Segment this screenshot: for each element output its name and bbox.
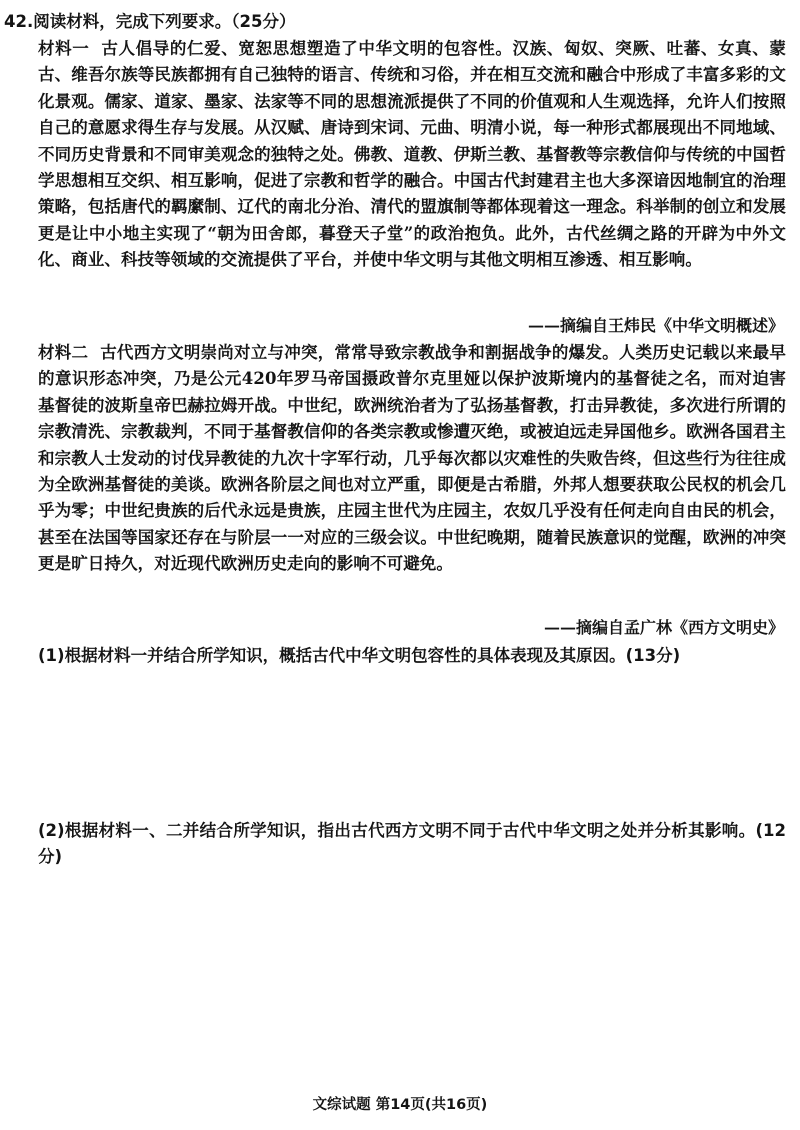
material-two-source: ——摘编自孟广林《西方文明史》 — [543, 618, 784, 637]
question-header — [4, 10, 794, 34]
material-one-text: 古人倡导的仁爱、宽恕思想塑造了中华文明的包容性。汉族、匈奴、突厥、吐蕃、女真、蒙古、维吾尔族等民族都拥有自己独特的语言、传统和习俗，并在相互交流和融合中形成了丰富多彩的文化景观。儒家、道家、墨家、法家等不同的思想流派提供了不同的价值观和人生观选择，允许人们按照自己的意愿求得生存与发展。从汉赋、唐诗到宋词、元曲、明清小说，每一种形式都展现出不同地域、不同历史背景和不同审美观念的独特之处。佛教、道教、伊斯兰教、基督教等宗教信仰与传统的中国哲学思想相互交织、相互影响，促进了宗教和哲学的融合。中国古代封建君主也大多深谙因地制宜的治理策略，包括唐代的羁縻制、辽代的南北分治、清代的盟旗制等都体现着这一理念。科举制的创立和发展更是让中小地主实现了“朝为田舍郎，暮登天子堂”的政治抱负。此外，古代丝绸之路的开辟为中外文化、商业、科技等领域的交流提供了平台，并使中华文明与其他文明相互渗透、相互影响。 — [38, 39, 786, 270]
material-one-source: ——摘编自王炜民《中华文明概述》 — [527, 316, 784, 335]
material-two-label: 材料二 — [38, 343, 89, 362]
page-footer: 文综试题 第14页(共16页) — [312, 1097, 488, 1113]
question-instruction: 阅读材料，完成下列要求。 — [33, 12, 232, 31]
material-two — [38, 340, 786, 578]
material-one-label: 材料一 — [38, 39, 90, 58]
material-two-text: 古代西方文明崇尚对立与冲突，常常导致宗教战争和割据战争的爆发。人类历史记载以来最早的意识形态冲突，乃是公元420年罗马帝国摄政普尔克里娅以保护波斯境内的基督徒之名，而对迫害基督徒的波斯皇帝巴赫拉姆开战。中世纪，欧洲统治者为了弘扬基督教，打击异教徒，多次进行所谓的宗教清洗、宗教裁判，不同于基督教信仰的各类宗教或惨遭灭绝，或被迫远走异国他乡。欧洲各国君主和宗教人士发动的讨伐异教徒的九次十字军行动，几乎每次都以灾难性的失败告终，但这些行为往往成为全欧洲基督徒的美谈。欧洲各阶层之间也对立严重，即便是古希腊，外邦人想要获取公民权的机会几乎为零；中世纪贵族的后代永远是贵族，庄园主世代为庄园主，农奴几乎没有任何走向自由民的机会，甚至在法国等国家还存在与阶层一一对应的三级会议。中世纪晚期，随着民族意识的觉醒，欧洲的冲突更是旷日持久，对近现代欧洲历史走向的影响不可避免。 — [38, 343, 786, 574]
question-points: （25分） — [231, 12, 296, 31]
question-number: 42. — [4, 12, 34, 31]
sub-question-1: (1)根据材料一并结合所学知识，概括古代中华文明包容性的具体表现及其原因。(13分) — [38, 646, 681, 665]
sub-question-2: (2)根据材料一、二并结合所学知识，指出古代西方文明不同于古代中华文明之处并分析其影响。(12分) — [38, 821, 786, 866]
material-one — [38, 36, 786, 274]
